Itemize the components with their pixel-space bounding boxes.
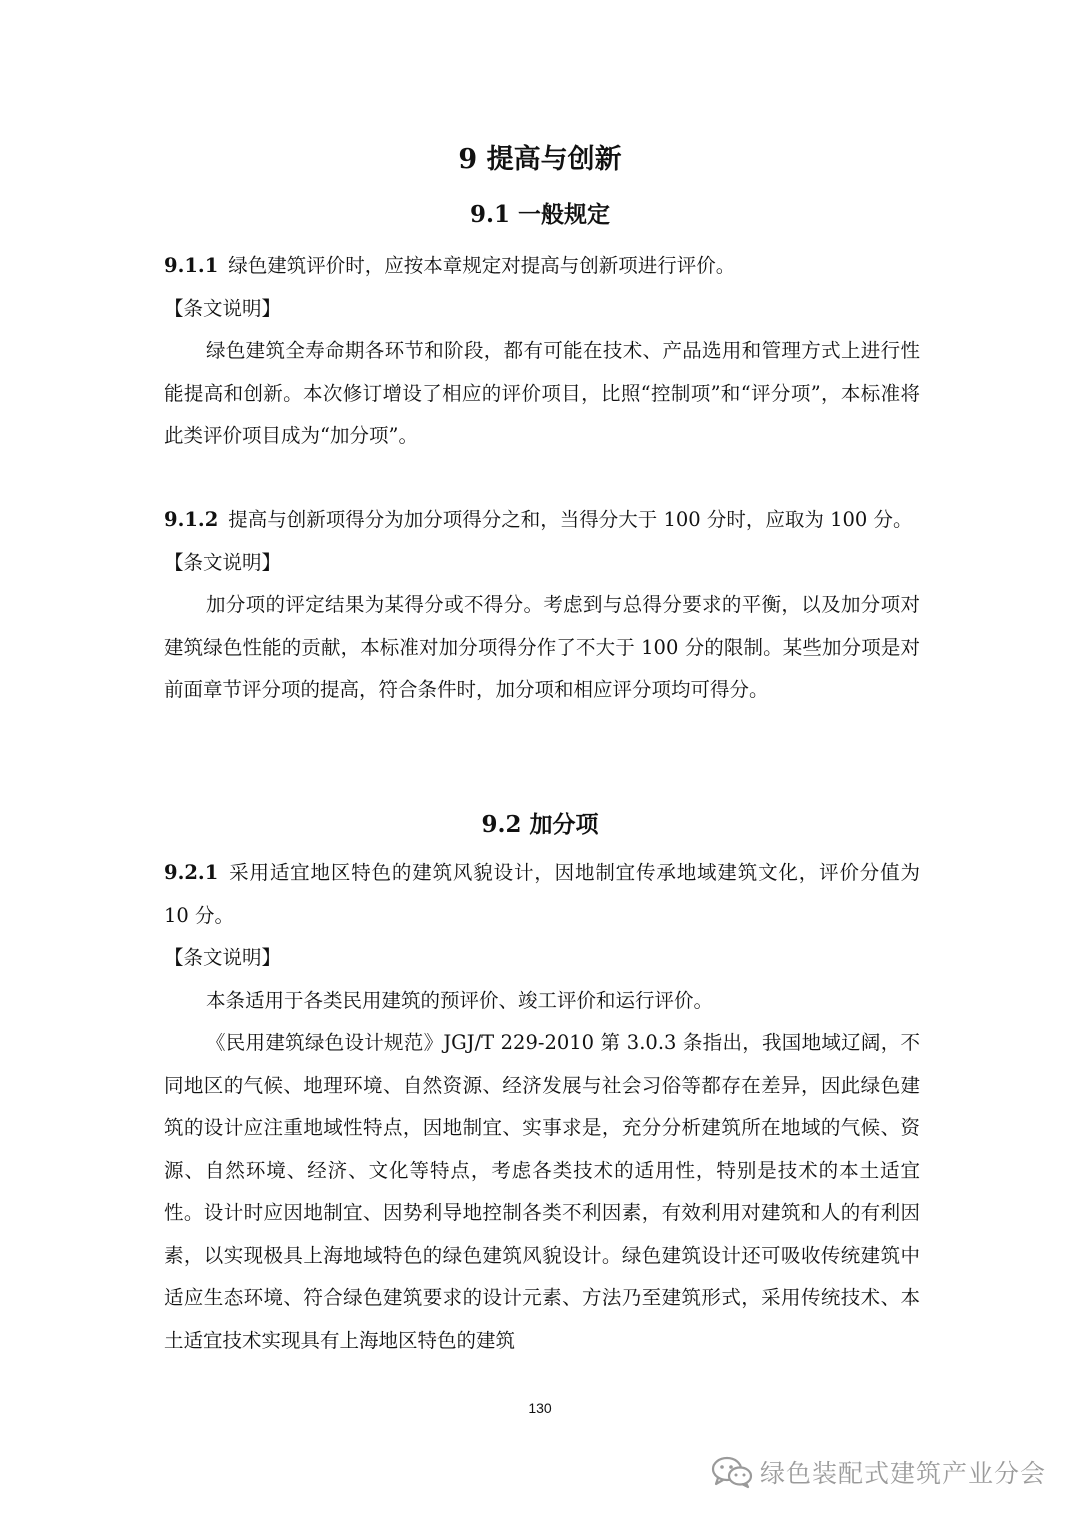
watermark	[710, 1452, 1046, 1492]
clause-9-2-1	[164, 852, 920, 937]
clause-text: 采用适宜地区特色的建筑风貌设计，因地制宜传承地域建筑文化，评价分值为 10 分。	[164, 861, 920, 927]
explanation-paragraph: 本条适用于各类民用建筑的预评价、竣工评价和运行评价。	[206, 988, 714, 1012]
note-label: 【条文说明】	[164, 296, 282, 320]
watermark-text: 绿色装配式建筑产业分会	[759, 1459, 1046, 1488]
note-label: 【条文说明】	[164, 550, 282, 574]
clause-number: 9.1.1	[164, 254, 219, 277]
wechat-icon	[710, 1455, 754, 1489]
section-9-1-body	[164, 245, 920, 458]
explanation-paragraph: 加分项的评定结果为某得分或不得分。考虑到与总得分要求的平衡，以及加分项对建筑绿色性能的贡献，本标准对加分项得分作了不大于 100 分的限制。某些加分项是对前面章节评分项的提高，符合条件时，加分项和相应评分项均可得分。	[164, 593, 920, 701]
section-title-9-1: 9.1 一般规定	[469, 201, 611, 228]
clause-number: 9.1.2	[164, 508, 219, 531]
clause-text: 提高与创新项得分为加分项得分之和，当得分大于 100 分时，应取为 100 分。	[228, 508, 913, 531]
page-number: 130	[528, 1400, 552, 1416]
section-9-1-2-body	[164, 499, 920, 712]
clause-text: 绿色建筑评价时，应按本章规定对提高与创新项进行评价。	[228, 254, 736, 277]
explanation-paragraph: 绿色建筑全寿命期各环节和阶段，都有可能在技术、产品选用和管理方式上进行性能提高和创新。本次修订增设了相应的评价项目，比照“控制项”和“评分项”，本标准将此类评价项目成为“加分项”。	[164, 339, 920, 447]
note-label: 【条文说明】	[164, 946, 282, 969]
section-title-9-2: 9.2 加分项	[481, 811, 599, 838]
explanation-paragraph: 《民用建筑绿色设计规范》JGJ/T 229-2010 第 3.0.3 条指出，我国地域辽阔，不同地区的气候、地理环境、自然资源、经济发展与社会习俗等都存在差异，因此绿色建筑的设计应注重地域性特点，因地制宜、实事求是，充分分析建筑所在地域的气候、资源、自然环境、经济、文化等特点，考虑各类技术的适用性，特别是技术的本土适宜性。设计时应因地制宜、因势利导地控制各类不利因素，有效利用对建筑和人的有利因素，以实现极具上海地域特色的绿色建筑风貌设计。绿色建筑设计还可吸收传统建筑中适应生态环境、符合绿色建筑要求的设计元素、方法乃至建筑形式，采用传统技术、本土适宜技术实现具有上海地区特色的建筑	[164, 1031, 920, 1352]
clause-9-1-1	[164, 245, 920, 288]
clause-number: 9.2.1	[164, 861, 219, 884]
clause-9-1-2	[164, 499, 920, 542]
chapter-title: 9 提高与创新	[458, 144, 622, 175]
section-9-2-body	[164, 852, 920, 1362]
